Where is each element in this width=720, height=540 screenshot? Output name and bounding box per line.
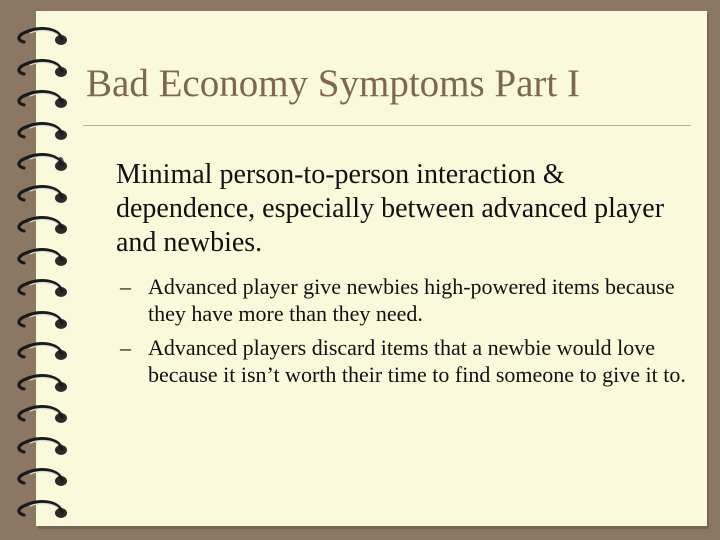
spiral-ring-icon [12, 499, 74, 521]
title-divider [83, 125, 691, 126]
spiral-binding-icon [0, 0, 80, 540]
spiral-ring-icon [12, 341, 74, 363]
sub-bullet-text: Advanced players discard items that a newbie would love because it isn’t worth their time to find someone to give it to. [148, 335, 686, 387]
spiral-ring-icon [12, 58, 74, 80]
slide-title: Bad Economy Symptoms Part I [86, 62, 580, 105]
spiral-ring-icon [12, 404, 74, 426]
spiral-ring-icon [12, 26, 74, 48]
slide-page [36, 11, 707, 526]
sub-bullet [120, 334, 690, 388]
spiral-ring-icon [12, 121, 74, 143]
spiral-ring-icon [12, 215, 74, 237]
dash-marker: – [120, 335, 131, 360]
spiral-ring-icon [12, 247, 74, 269]
spiral-ring-icon [12, 310, 74, 332]
spiral-ring-icon [12, 184, 74, 206]
spiral-ring-icon [12, 152, 74, 174]
spiral-ring-icon [12, 467, 74, 489]
spiral-ring-icon [12, 278, 74, 300]
dash-marker: – [120, 274, 131, 299]
spiral-ring-icon [12, 436, 74, 458]
main-bullet: Minimal person-to-person interaction & dependence, especially between advanced player and newbies. [116, 159, 665, 258]
spiral-ring-icon [12, 373, 74, 395]
sub-bullet-text: Advanced player give newbies high-powered items because they have more than they need. [148, 274, 675, 326]
spiral-ring-icon [12, 89, 74, 111]
sub-bullet [120, 273, 690, 327]
